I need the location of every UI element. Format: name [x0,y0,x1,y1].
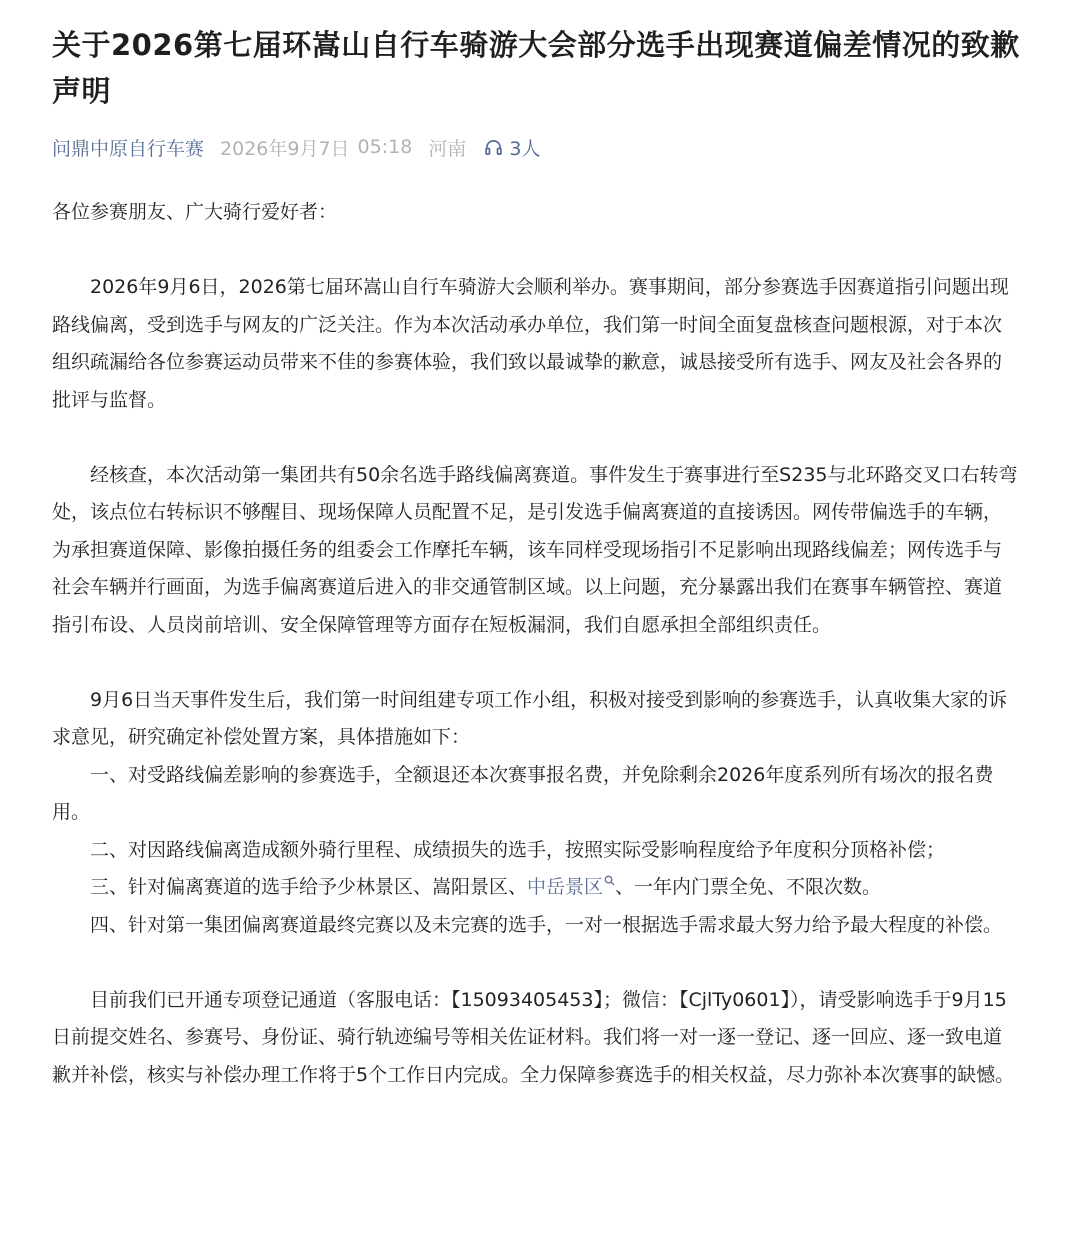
search-icon [604,875,615,886]
scenic-area-link-text: 中岳景区 [527,876,604,898]
publish-time: 05:18 [357,136,413,158]
paragraph-registration: 目前我们已开通专项登记通道（客服电话：【15093405453】；微信：【CjlTy0601】），请受影响选手于9月15日前提交姓名、参赛号、身份证、骑行轨迹编号等相关佐证材料。我们将一对一逐一登记、逐一回应、逐一致电道歉并补偿，核实与补偿办理工作将于5个工作日内完成。全力保障参赛选手的相关权益，尽力弥补本次赛事的缺憾。 [52,988,1015,1086]
paragraph-investigation: 经核查，本次活动第一集团共有50余名选手路线偏离赛道。事件发生于赛事进行至S235与北环路交叉口右转弯处，该点位右转标识不够醒目、现场保障人员配置不足，是引发选手偏离赛道的直接诱因。网传带偏选手的车辆，为承担赛道保障、影像拍摄任务的组委会工作摩托车辆，该车同样受现场指引不足影响出现路线偏差；网传选手与社会车辆并行画面，为选手偏离赛道后进入的非交通管制区域。以上问题，充分暴露出我们在赛事车辆管控、赛道指引布设、人员岗前培训、安全保障管理等方面存在短板漏洞，我们自愿承担全部组织责任。 [52,463,1018,636]
listen-button[interactable] [484,134,540,161]
publish-region: 河南 [428,137,467,160]
scenic-area-link[interactable] [527,876,615,898]
measure-item-4: 四、针对第一集团偏离赛道最终完赛以及未完赛的选手，一对一根据选手需求最大努力给予最大程度的补偿。 [90,913,1003,936]
listen-count: 3人 [509,137,541,160]
paragraph-measures-intro: 9月6日当天事件发生后，我们第一时间组建专项工作小组，积极对接受到影响的参赛选手，认真收集大家的诉求意见，研究确定补偿处置方案，具体措施如下： [52,688,1008,748]
article-meta [52,132,1020,162]
measure-item-3-suffix: 、一年内门票全免、不限次数。 [615,876,882,898]
account-name-link[interactable]: 问鼎中原自行车赛 [52,137,205,160]
paragraph-background: 2026年9月6日，2026第七届环嵩山自行车骑游大会顺利举办。赛事期间，部分参赛选手因赛道指引问题出现路线偏离，受到选手与网友的广泛关注。作为本次活动承办单位，我们第一时间全面复盘核查问题根源，对于本次组织疏漏给各位参赛运动员带来不佳的参赛体验，我们致以最诚挚的歉意，诚恳接受所有选手、网友及社会各界的批评与监督。 [52,276,1009,411]
article-body [52,194,1020,1094]
measure-item-3 [52,869,1020,907]
publish-date: 2026年9月7日 [220,137,350,160]
measure-item-1: 一、对受路线偏差影响的参赛选手，全额退还本次赛事报名费，并免除剩余2026年度系列所有场次的报名费用。 [52,763,994,823]
measure-item-3-prefix: 三、针对偏离赛道的选手给予少林景区、嵩阳景区、 [90,876,528,898]
greeting: 各位参赛朋友、广大骑行爱好者： [52,201,338,223]
article-title: 关于2026第七届环嵩山自行车骑游大会部分选手出现赛道偏差情况的致歉声明 [52,28,1020,108]
headphones-icon [484,138,503,157]
measure-item-2: 二、对因路线偏离造成额外骑行里程、成绩损失的选手，按照实际受影响程度给予年度积分顶格补偿； [90,838,946,861]
